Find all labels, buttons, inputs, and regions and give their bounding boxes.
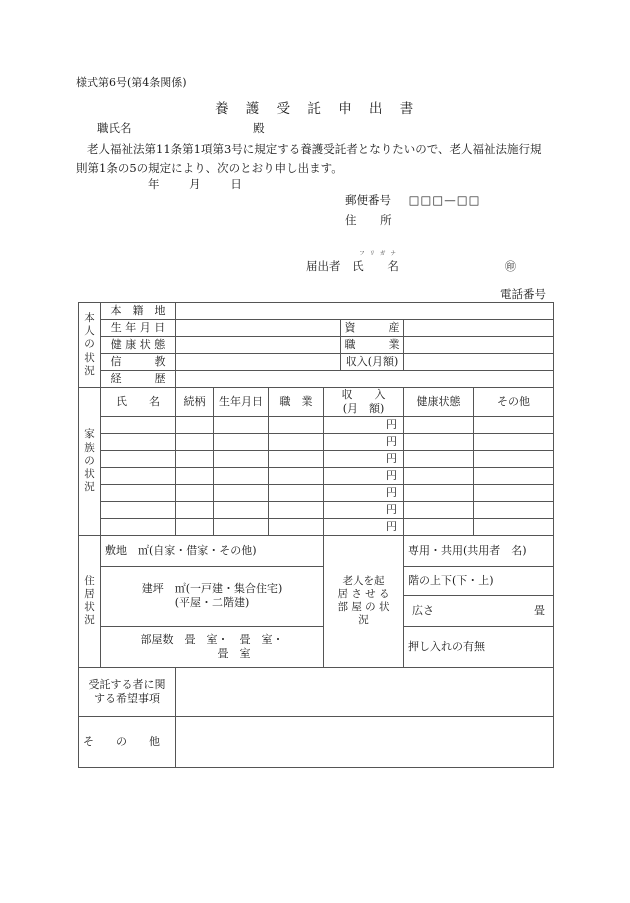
- col-header-birthdate: 生年月日: [214, 388, 269, 417]
- col-header-occupation: 職 業: [269, 388, 324, 417]
- family-relation-cell[interactable]: [176, 450, 214, 467]
- table-row: [79, 320, 554, 337]
- table-row: [79, 433, 554, 450]
- family-occupation-cell[interactable]: [269, 501, 324, 518]
- date-year-label: 年: [148, 177, 160, 191]
- family-other-cell[interactable]: [474, 467, 554, 484]
- name-label-char: 名: [387, 259, 399, 273]
- body-line-1: 老人福祉法第11条第1項第3号に規定する養護受託者となりたいので、老人福祉法施行規: [87, 142, 542, 156]
- family-name-cell[interactable]: [101, 518, 176, 535]
- table-row: [79, 518, 554, 535]
- family-other-cell[interactable]: [474, 484, 554, 501]
- vlabel-char: 況: [84, 614, 95, 627]
- room-size-label: 広さ: [412, 603, 434, 617]
- family-income-cell[interactable]: 円: [324, 501, 404, 518]
- family-occupation-cell[interactable]: [269, 433, 324, 450]
- label-other: そ の 他: [79, 716, 176, 767]
- value-shisan[interactable]: [404, 320, 554, 337]
- self-section-vertical-label: [79, 303, 101, 388]
- postal-code-boxes: □□□—□□: [408, 193, 481, 207]
- family-occupation-cell[interactable]: [269, 484, 324, 501]
- col-header-other: その他: [474, 388, 554, 417]
- vlabel-char: 況: [84, 364, 95, 377]
- form-number: 様式第6号(第4条関係): [76, 76, 187, 89]
- label-honsekichi: 本 籍 地: [101, 303, 176, 320]
- housing-roomcount-line1: 部屋数 畳 室・ 畳 室・: [140, 632, 284, 646]
- address-label-char: 所: [380, 213, 392, 227]
- table-row: [79, 388, 554, 417]
- vlabel-char: 状: [84, 467, 95, 480]
- family-name-cell[interactable]: [101, 484, 176, 501]
- family-health-cell[interactable]: [404, 450, 474, 467]
- family-occupation-cell[interactable]: [269, 518, 324, 535]
- housing-section-vertical-label: [79, 535, 101, 667]
- family-health-cell[interactable]: [404, 484, 474, 501]
- address-label-char: 住: [345, 213, 357, 227]
- table-row: [79, 371, 554, 388]
- address-line: [345, 212, 392, 228]
- family-other-cell[interactable]: [474, 433, 554, 450]
- label-requests-line2: する希望事項: [94, 691, 160, 705]
- family-name-cell[interactable]: [101, 433, 176, 450]
- label-shinkyo: 信 教: [101, 354, 176, 371]
- table-row: [79, 626, 554, 667]
- vlabel-char: 住: [84, 574, 95, 587]
- room-size[interactable]: [404, 595, 554, 626]
- vlabel-char: 族: [84, 441, 95, 454]
- family-relation-cell[interactable]: [176, 501, 214, 518]
- family-occupation-cell[interactable]: [269, 416, 324, 433]
- title-char: 申: [338, 101, 352, 117]
- family-name-cell[interactable]: [101, 450, 176, 467]
- col-header-income: [324, 388, 404, 417]
- title-char: 託: [307, 101, 321, 117]
- label-kenkojotai: 健 康 状 態: [101, 337, 176, 354]
- family-birthdate-cell[interactable]: [214, 433, 269, 450]
- family-health-cell[interactable]: [404, 501, 474, 518]
- value-honsekichi[interactable]: [176, 303, 554, 320]
- family-occupation-cell[interactable]: [269, 450, 324, 467]
- table-row: [79, 566, 554, 595]
- addressee-line: [97, 120, 265, 136]
- family-relation-cell[interactable]: [176, 484, 214, 501]
- body-paragraph: [76, 140, 546, 178]
- label-keireki: 経 歴: [101, 371, 176, 388]
- family-relation-cell[interactable]: [176, 518, 214, 535]
- housing-land-row: 敷地 ㎡(自家・借家・その他): [101, 535, 324, 566]
- family-relation-cell[interactable]: [176, 467, 214, 484]
- table-row: [79, 484, 554, 501]
- date-line: [148, 176, 242, 192]
- table-row: [79, 450, 554, 467]
- vlabel-char: 本: [84, 312, 95, 325]
- room-closet-presence[interactable]: 押し入れの有無: [404, 626, 554, 667]
- title-char: 書: [399, 101, 414, 117]
- label-shunyu-getsugaku: 収入(月額): [341, 354, 404, 371]
- telephone-label: 電話番号: [500, 287, 546, 301]
- family-income-cell[interactable]: 円: [324, 518, 404, 535]
- name-label: [352, 259, 399, 273]
- family-other-cell[interactable]: [474, 450, 554, 467]
- label-seinengappi: 生 年 月 日: [101, 320, 176, 337]
- value-seinengappi[interactable]: [176, 320, 341, 337]
- label-requests-line1: 受託する者に関: [88, 677, 166, 691]
- housing-floorarea-line1: 建坪 ㎡(一戸建・集合住宅): [141, 582, 283, 596]
- vlabel-char: 況: [84, 480, 95, 493]
- family-relation-cell[interactable]: [176, 416, 214, 433]
- family-birthdate-cell[interactable]: [214, 450, 269, 467]
- housing-roomcount-line2: 畳 室: [173, 646, 251, 660]
- col-header-income-main: 収 入: [341, 388, 386, 401]
- family-birthdate-cell[interactable]: [214, 501, 269, 518]
- title-char: 出: [368, 101, 383, 117]
- room-size-inner: [408, 604, 549, 618]
- room-size-unit: 畳: [534, 603, 545, 617]
- family-other-cell[interactable]: [474, 518, 554, 535]
- vlabel-char: 状: [84, 351, 95, 364]
- table-row: [79, 354, 554, 371]
- family-income-cell[interactable]: 円: [324, 433, 404, 450]
- table-row: [79, 535, 554, 566]
- vlabel-char: の: [84, 454, 95, 467]
- date-day-label: 日: [230, 177, 242, 191]
- name-label-char: 氏: [352, 259, 364, 273]
- vlabel-char: 状: [84, 601, 95, 613]
- label-shisan: 資 産: [341, 320, 404, 337]
- table-row: [79, 501, 554, 518]
- family-birthdate-cell[interactable]: [214, 467, 269, 484]
- family-income-cell[interactable]: 円: [324, 450, 404, 467]
- housing-floorarea-line2: (平屋・二階建): [174, 596, 250, 609]
- col-header-relation: 続柄: [176, 388, 214, 417]
- body-line-2: 則第1条の5の規定により、次のとおり申し出ます。: [76, 161, 343, 175]
- table-row: [79, 467, 554, 484]
- room-label-line: 居 さ せ る: [337, 587, 390, 600]
- room-section-vertical-label: [324, 535, 404, 667]
- family-name-cell[interactable]: [101, 501, 176, 518]
- furigana-label: フリガナ: [359, 251, 401, 257]
- room-exclusive-shared[interactable]: 専用・共用(共用者 名): [404, 535, 554, 566]
- family-income-cell[interactable]: 円: [324, 484, 404, 501]
- family-occupation-cell[interactable]: [269, 467, 324, 484]
- submitter-name-group: [352, 251, 401, 274]
- value-keireki[interactable]: [176, 371, 554, 388]
- family-birthdate-cell[interactable]: [214, 518, 269, 535]
- vlabel-char: 居: [84, 587, 95, 600]
- label-requests: [79, 667, 176, 716]
- value-kenkojotai[interactable]: [176, 337, 341, 354]
- family-other-cell[interactable]: [474, 416, 554, 433]
- family-health-cell[interactable]: [404, 416, 474, 433]
- table-row: [79, 667, 554, 716]
- table-row: [79, 716, 554, 767]
- housing-roomcount-row: [101, 626, 324, 667]
- family-relation-cell[interactable]: [176, 433, 214, 450]
- housing-floorarea-row: [101, 566, 324, 626]
- family-birthdate-cell[interactable]: [214, 416, 269, 433]
- title-char: 受: [276, 101, 291, 117]
- seal-icon: ㊞: [505, 260, 516, 273]
- addressee-label: 職氏名: [97, 121, 132, 135]
- room-floor-level[interactable]: 階の上下(下・上): [404, 566, 554, 595]
- value-other[interactable]: [176, 716, 554, 767]
- vlabel-char: の: [84, 338, 95, 351]
- title-char: 養: [215, 101, 229, 117]
- family-income-cell[interactable]: 円: [324, 416, 404, 433]
- family-birthdate-cell[interactable]: [214, 484, 269, 501]
- vlabel-char: 家: [84, 428, 95, 441]
- family-health-cell[interactable]: [404, 518, 474, 535]
- value-shinkyo[interactable]: [176, 354, 341, 371]
- room-label-line: 部 屋 の 状: [337, 601, 390, 613]
- value-requests[interactable]: [176, 667, 554, 716]
- family-health-cell[interactable]: [404, 433, 474, 450]
- postal-code-label: 郵便番号: [345, 193, 391, 207]
- room-label-line: 況: [358, 614, 369, 627]
- document-title: [215, 97, 413, 117]
- room-label-line: 老人を起: [342, 574, 385, 587]
- col-header-name: 氏 名: [101, 388, 176, 417]
- family-name-cell[interactable]: [101, 416, 176, 433]
- postal-code-line: [345, 192, 480, 208]
- family-other-cell[interactable]: [474, 501, 554, 518]
- value-shokugyo[interactable]: [404, 337, 554, 354]
- family-income-cell[interactable]: 円: [324, 467, 404, 484]
- vlabel-char: 人: [84, 325, 95, 338]
- addressee-honorific: 殿: [253, 121, 265, 135]
- title-char: 護: [245, 101, 260, 117]
- col-header-health: 健康状態: [404, 388, 474, 417]
- value-shunyu-getsugaku[interactable]: [404, 354, 554, 371]
- submitter-label: 届出者: [306, 259, 341, 273]
- application-table: [78, 302, 554, 768]
- family-name-cell[interactable]: [101, 467, 176, 484]
- col-header-income-sub: (月 額): [342, 401, 385, 415]
- table-row: [79, 337, 554, 354]
- family-health-cell[interactable]: [404, 467, 474, 484]
- table-row: [79, 303, 554, 320]
- label-shokugyo: 職 業: [341, 337, 404, 354]
- submitter-line: [306, 251, 401, 274]
- family-section-vertical-label: [79, 388, 101, 536]
- date-month-label: 月: [189, 177, 201, 191]
- table-row: [79, 416, 554, 433]
